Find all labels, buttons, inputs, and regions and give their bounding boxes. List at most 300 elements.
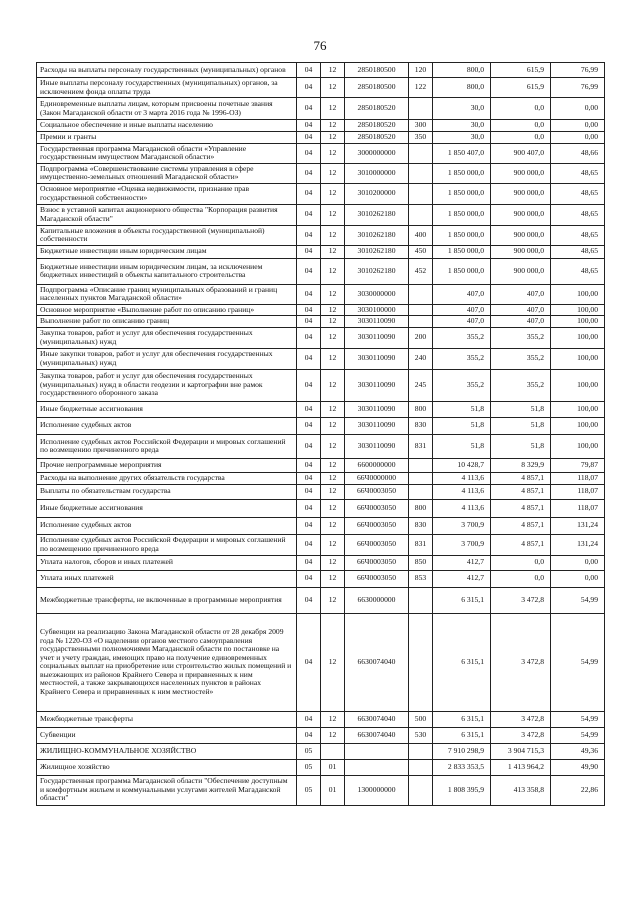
cell-expense-type — [409, 458, 433, 472]
cell-expense-type — [409, 204, 433, 225]
cell-subsection: 12 — [321, 120, 345, 132]
cell-planned: 6 315,1 — [433, 587, 491, 613]
cell-section: 04 — [297, 327, 321, 348]
cell-name: Субвенции — [37, 727, 297, 743]
cell-section: 04 — [297, 555, 321, 570]
cell-planned: 6 315,1 — [433, 613, 491, 711]
cell-subsection: 12 — [321, 401, 345, 417]
cell-section: 04 — [297, 499, 321, 517]
cell-name: Премии и гранты — [37, 131, 297, 143]
cell-expense-type — [409, 759, 433, 775]
cell-percent: 100,00 — [551, 304, 605, 316]
cell-planned: 6 315,1 — [433, 727, 491, 743]
cell-target-code: 66З0074040 — [345, 711, 409, 727]
cell-expense-type: 831 — [409, 434, 433, 458]
cell-subsection: 12 — [321, 245, 345, 258]
cell-expense-type — [409, 143, 433, 163]
cell-executed: 407,0 — [491, 304, 551, 316]
cell-planned: 412,7 — [433, 570, 491, 587]
cell-planned: 1 850 000,0 — [433, 204, 491, 225]
cell-subsection: 12 — [321, 304, 345, 316]
cell-subsection: 12 — [321, 484, 345, 499]
cell-percent: 48,65 — [551, 225, 605, 245]
cell-name: Иные закупки товаров, работ и услуг для обеспечения государственных (муниципальных) нужд — [37, 348, 297, 369]
table-row — [37, 499, 605, 517]
cell-expense-type — [409, 304, 433, 316]
cell-subsection: 12 — [321, 369, 345, 401]
cell-planned: 1 850 000,0 — [433, 225, 491, 245]
table-row — [37, 434, 605, 458]
cell-percent: 0,00 — [551, 570, 605, 587]
cell-expense-type — [409, 163, 433, 183]
cell-subsection: 12 — [321, 78, 345, 98]
cell-percent: 131,24 — [551, 517, 605, 534]
cell-planned: 4 113,6 — [433, 484, 491, 499]
cell-target-code: 2850180520 — [345, 131, 409, 143]
cell-name: Выплаты по обязательствам государства — [37, 484, 297, 499]
cell-expense-type — [409, 484, 433, 499]
cell-name: Иные бюджетные ассигнования — [37, 401, 297, 417]
cell-percent: 48,65 — [551, 204, 605, 225]
cell-planned: 3 700,9 — [433, 534, 491, 555]
cell-subsection: 12 — [321, 183, 345, 204]
cell-expense-type — [409, 613, 433, 711]
cell-percent: 100,00 — [551, 327, 605, 348]
cell-expense-type: 350 — [409, 131, 433, 143]
cell-target-code: 66Ч0003050 — [345, 570, 409, 587]
cell-subsection: 12 — [321, 163, 345, 183]
cell-target-code: 3010000000 — [345, 163, 409, 183]
cell-executed: 900 000,0 — [491, 225, 551, 245]
cell-name: Социальное обеспечение и иные выплаты населению — [37, 120, 297, 132]
cell-section: 04 — [297, 245, 321, 258]
cell-planned: 30,0 — [433, 98, 491, 120]
cell-target-code: 2850180500 — [345, 63, 409, 78]
cell-planned: 800,0 — [433, 78, 491, 98]
cell-name: Закупка товаров, работ и услуг для обеспечения государственных (муниципальных) нужд — [37, 327, 297, 348]
cell-expense-type: 200 — [409, 327, 433, 348]
cell-name: Исполнение судебных актов — [37, 517, 297, 534]
table-row — [37, 143, 605, 163]
cell-executed: 355,2 — [491, 348, 551, 369]
cell-planned: 1 850 000,0 — [433, 245, 491, 258]
cell-percent: 48,65 — [551, 245, 605, 258]
cell-name: Капитальные вложения в объекты государственной (муниципальной) собственности — [37, 225, 297, 245]
cell-name: Единовременные выплаты лицам, которым присвоены почетные звания (Закон Магаданской области от 3 марта 2016 года № 1996-ОЗ) — [37, 98, 297, 120]
cell-expense-type: 450 — [409, 245, 433, 258]
cell-section: 04 — [297, 284, 321, 304]
cell-executed: 900 000,0 — [491, 245, 551, 258]
cell-section: 04 — [297, 401, 321, 417]
cell-subsection: 01 — [321, 775, 345, 805]
cell-section: 04 — [297, 484, 321, 499]
cell-subsection: 12 — [321, 417, 345, 434]
cell-section: 04 — [297, 78, 321, 98]
cell-percent: 100,00 — [551, 348, 605, 369]
cell-name: Исполнение судебных актов — [37, 417, 297, 434]
cell-expense-type: 800 — [409, 499, 433, 517]
cell-executed: 3 472,8 — [491, 613, 551, 711]
cell-percent: 54,99 — [551, 711, 605, 727]
cell-expense-type — [409, 284, 433, 304]
cell-section: 04 — [297, 711, 321, 727]
cell-subsection: 01 — [321, 759, 345, 775]
cell-expense-type: 853 — [409, 570, 433, 587]
cell-target-code: 3000000000 — [345, 143, 409, 163]
cell-planned: 407,0 — [433, 304, 491, 316]
cell-planned: 51,8 — [433, 434, 491, 458]
cell-subsection: 12 — [321, 534, 345, 555]
cell-section: 04 — [297, 534, 321, 555]
cell-name: ЖИЛИЩНО-КОММУНАЛЬНОЕ ХОЗЯЙСТВО — [37, 743, 297, 759]
table-row — [37, 711, 605, 727]
cell-percent: 48,65 — [551, 163, 605, 183]
table-row — [37, 570, 605, 587]
cell-expense-type: 300 — [409, 120, 433, 132]
cell-target-code: 3030100000 — [345, 304, 409, 316]
cell-section: 04 — [297, 258, 321, 284]
cell-percent: 22,86 — [551, 775, 605, 805]
table-row — [37, 759, 605, 775]
cell-subsection: 12 — [321, 458, 345, 472]
cell-name: Бюджетные инвестиции иным юридическим лицам, за исключением бюджетных инвестиций в объекты капитального строительства — [37, 258, 297, 284]
cell-planned: 407,0 — [433, 284, 491, 304]
cell-executed: 4 857,1 — [491, 472, 551, 484]
cell-target-code: 1300000000 — [345, 775, 409, 805]
cell-name: Основное мероприятие «Оценка недвижимости, признание прав государственной собственности» — [37, 183, 297, 204]
table-row — [37, 458, 605, 472]
cell-section: 05 — [297, 775, 321, 805]
cell-target-code: 3010262180 — [345, 245, 409, 258]
page-number: 76 — [313, 38, 327, 53]
cell-subsection: 12 — [321, 348, 345, 369]
table-row — [37, 417, 605, 434]
cell-target-code: 6600000000 — [345, 458, 409, 472]
cell-section: 04 — [297, 570, 321, 587]
cell-subsection: 12 — [321, 555, 345, 570]
cell-target-code: 66Ч0000000 — [345, 472, 409, 484]
cell-subsection: 12 — [321, 587, 345, 613]
cell-target-code: 3030110090 — [345, 316, 409, 328]
table-row — [37, 284, 605, 304]
cell-planned: 412,7 — [433, 555, 491, 570]
cell-name: Межбюджетные трансферты — [37, 711, 297, 727]
cell-percent: 100,00 — [551, 401, 605, 417]
cell-subsection: 12 — [321, 434, 345, 458]
cell-name: Иные выплаты персоналу государственных (муниципальных) органов, за исключением фонда оплаты труда — [37, 78, 297, 98]
cell-expense-type — [409, 743, 433, 759]
cell-section: 04 — [297, 458, 321, 472]
cell-section: 05 — [297, 743, 321, 759]
cell-name: Расходы на выплаты персоналу государственных (муниципальных) органов — [37, 63, 297, 78]
table-row — [37, 98, 605, 120]
cell-executed: 615,9 — [491, 78, 551, 98]
cell-name: Исполнение судебных актов Российской Федерации и мировых соглашений по возмещению причиненного вреда — [37, 434, 297, 458]
cell-subsection: 12 — [321, 131, 345, 143]
cell-section: 04 — [297, 369, 321, 401]
cell-name: Исполнение судебных актов Российской Федерации и мировых соглашений по возмещению причиненного вреда — [37, 534, 297, 555]
cell-executed: 900 000,0 — [491, 258, 551, 284]
table-row — [37, 401, 605, 417]
cell-planned: 3 700,9 — [433, 517, 491, 534]
cell-subsection: 12 — [321, 499, 345, 517]
cell-percent: 131,24 — [551, 534, 605, 555]
cell-executed: 407,0 — [491, 316, 551, 328]
table-row — [37, 743, 605, 759]
cell-target-code: 66Ч0003050 — [345, 499, 409, 517]
cell-subsection: 12 — [321, 472, 345, 484]
cell-target-code: 3030110090 — [345, 327, 409, 348]
cell-expense-type: 400 — [409, 225, 433, 245]
cell-target-code: 3030110090 — [345, 348, 409, 369]
cell-percent: 0,00 — [551, 131, 605, 143]
cell-executed: 0,0 — [491, 120, 551, 132]
cell-subsection: 12 — [321, 711, 345, 727]
cell-target-code: 3010262180 — [345, 225, 409, 245]
cell-expense-type: 120 — [409, 63, 433, 78]
cell-expense-type — [409, 316, 433, 328]
cell-percent: 54,99 — [551, 727, 605, 743]
cell-name: Жилищное хозяйство — [37, 759, 297, 775]
cell-planned: 10 428,7 — [433, 458, 491, 472]
cell-executed: 355,2 — [491, 327, 551, 348]
cell-executed: 3 472,8 — [491, 587, 551, 613]
cell-target-code — [345, 743, 409, 759]
cell-percent: 76,99 — [551, 63, 605, 78]
cell-name: Основное мероприятие «Выполнение работ по описанию границ» — [37, 304, 297, 316]
cell-target-code: 66З0074040 — [345, 613, 409, 711]
table-row — [37, 327, 605, 348]
cell-planned: 800,0 — [433, 63, 491, 78]
cell-executed: 900 000,0 — [491, 204, 551, 225]
cell-planned: 30,0 — [433, 120, 491, 132]
cell-expense-type: 830 — [409, 517, 433, 534]
cell-planned: 4 113,6 — [433, 472, 491, 484]
cell-expense-type: 500 — [409, 711, 433, 727]
cell-percent: 54,99 — [551, 587, 605, 613]
cell-executed: 900 000,0 — [491, 163, 551, 183]
table-row — [37, 484, 605, 499]
cell-executed: 4 857,1 — [491, 534, 551, 555]
cell-executed: 0,0 — [491, 98, 551, 120]
cell-subsection: 12 — [321, 225, 345, 245]
cell-expense-type: 800 — [409, 401, 433, 417]
cell-planned: 1 850 000,0 — [433, 183, 491, 204]
cell-section: 04 — [297, 143, 321, 163]
cell-percent: 100,00 — [551, 434, 605, 458]
cell-target-code: 66Ч0003050 — [345, 534, 409, 555]
table-row — [37, 163, 605, 183]
cell-planned: 1 850 000,0 — [433, 163, 491, 183]
cell-percent: 79,87 — [551, 458, 605, 472]
cell-executed: 900 407,0 — [491, 143, 551, 163]
cell-subsection: 12 — [321, 63, 345, 78]
cell-planned: 51,8 — [433, 401, 491, 417]
cell-executed: 51,8 — [491, 401, 551, 417]
table-row — [37, 120, 605, 132]
cell-section: 04 — [297, 348, 321, 369]
cell-percent: 100,00 — [551, 284, 605, 304]
cell-expense-type — [409, 775, 433, 805]
cell-planned: 355,2 — [433, 348, 491, 369]
table-row — [37, 555, 605, 570]
cell-name: Межбюджетные трансферты, не включенные в программные мероприятия — [37, 587, 297, 613]
cell-percent: 118,07 — [551, 499, 605, 517]
table-row — [37, 727, 605, 743]
cell-expense-type — [409, 183, 433, 204]
cell-target-code: 3030110090 — [345, 434, 409, 458]
cell-expense-type: 530 — [409, 727, 433, 743]
cell-name: Бюджетные инвестиции иным юридическим лицам — [37, 245, 297, 258]
cell-target-code — [345, 759, 409, 775]
cell-section: 04 — [297, 727, 321, 743]
cell-section: 04 — [297, 183, 321, 204]
cell-target-code: 3010262180 — [345, 258, 409, 284]
cell-executed: 900 000,0 — [491, 183, 551, 204]
cell-percent: 49,90 — [551, 759, 605, 775]
cell-executed: 413 358,8 — [491, 775, 551, 805]
cell-subsection: 12 — [321, 517, 345, 534]
cell-section: 04 — [297, 225, 321, 245]
cell-percent: 49,36 — [551, 743, 605, 759]
cell-executed: 3 472,8 — [491, 727, 551, 743]
cell-expense-type — [409, 472, 433, 484]
cell-executed: 1 413 964,2 — [491, 759, 551, 775]
cell-subsection: 12 — [321, 284, 345, 304]
cell-executed: 3 472,8 — [491, 711, 551, 727]
cell-target-code: 3030110090 — [345, 369, 409, 401]
cell-name: Иные бюджетные ассигнования — [37, 499, 297, 517]
cell-section: 04 — [297, 98, 321, 120]
cell-section: 04 — [297, 417, 321, 434]
cell-percent: 100,00 — [551, 369, 605, 401]
cell-planned: 1 850 000,0 — [433, 258, 491, 284]
cell-percent: 0,00 — [551, 120, 605, 132]
cell-planned: 4 113,6 — [433, 499, 491, 517]
cell-planned: 355,2 — [433, 369, 491, 401]
cell-section: 04 — [297, 517, 321, 534]
cell-target-code: 2850180500 — [345, 78, 409, 98]
cell-executed: 355,2 — [491, 369, 551, 401]
cell-planned: 1 850 407,0 — [433, 143, 491, 163]
cell-executed: 615,9 — [491, 63, 551, 78]
cell-expense-type: 452 — [409, 258, 433, 284]
cell-target-code: 66З0000000 — [345, 587, 409, 613]
cell-target-code: 3030110090 — [345, 417, 409, 434]
cell-section: 04 — [297, 120, 321, 132]
cell-executed: 407,0 — [491, 284, 551, 304]
cell-name: Прочие непрограммные мероприятия — [37, 458, 297, 472]
cell-section: 04 — [297, 63, 321, 78]
cell-planned: 407,0 — [433, 316, 491, 328]
cell-name: Расходы на выполнение других обязательств государства — [37, 472, 297, 484]
cell-expense-type: 850 — [409, 555, 433, 570]
cell-executed: 3 904 715,3 — [491, 743, 551, 759]
cell-target-code: 3030000000 — [345, 284, 409, 304]
table-row — [37, 587, 605, 613]
cell-executed: 4 857,1 — [491, 499, 551, 517]
cell-planned: 6 315,1 — [433, 711, 491, 727]
cell-subsection: 12 — [321, 570, 345, 587]
cell-executed: 0,0 — [491, 555, 551, 570]
cell-name: Государственная программа Магаданской области "Обеспечение доступным и комфортным жильем и коммунальными услугами жителей Магаданской области" — [37, 775, 297, 805]
cell-percent: 76,99 — [551, 78, 605, 98]
cell-percent: 0,00 — [551, 98, 605, 120]
cell-subsection: 12 — [321, 98, 345, 120]
cell-target-code: 66Ч0003050 — [345, 517, 409, 534]
cell-section: 04 — [297, 434, 321, 458]
cell-percent: 48,65 — [551, 183, 605, 204]
table-row — [37, 348, 605, 369]
cell-subsection: 12 — [321, 204, 345, 225]
cell-planned: 2 833 353,5 — [433, 759, 491, 775]
cell-name: Уплата иных платежей — [37, 570, 297, 587]
cell-executed: 4 857,1 — [491, 517, 551, 534]
table-row — [37, 225, 605, 245]
cell-percent: 0,00 — [551, 555, 605, 570]
cell-subsection: 12 — [321, 727, 345, 743]
cell-subsection: 12 — [321, 613, 345, 711]
cell-target-code: 3010262180 — [345, 204, 409, 225]
cell-subsection: 12 — [321, 258, 345, 284]
cell-percent: 48,65 — [551, 258, 605, 284]
table-row — [37, 517, 605, 534]
table-row — [37, 63, 605, 78]
cell-target-code: 3030110090 — [345, 401, 409, 417]
cell-section: 04 — [297, 316, 321, 328]
cell-percent: 118,07 — [551, 472, 605, 484]
cell-executed: 51,8 — [491, 417, 551, 434]
cell-section: 04 — [297, 304, 321, 316]
table-row — [37, 245, 605, 258]
cell-section: 04 — [297, 204, 321, 225]
table-row — [37, 258, 605, 284]
cell-executed: 0,0 — [491, 570, 551, 587]
cell-section: 05 — [297, 759, 321, 775]
cell-executed: 0,0 — [491, 131, 551, 143]
cell-target-code: 2850180520 — [345, 98, 409, 120]
cell-subsection: 12 — [321, 316, 345, 328]
table-row — [37, 204, 605, 225]
cell-name: Взнос в уставной капитал акционерного общества "Корпорация развития Магаданской области" — [37, 204, 297, 225]
table-row — [37, 534, 605, 555]
cell-name: Уплата налогов, сборов и иных платежей — [37, 555, 297, 570]
cell-target-code: 2850180520 — [345, 120, 409, 132]
cell-target-code: 3010200000 — [345, 183, 409, 204]
cell-planned: 30,0 — [433, 131, 491, 143]
cell-planned: 355,2 — [433, 327, 491, 348]
cell-executed: 51,8 — [491, 434, 551, 458]
table-row — [37, 316, 605, 328]
cell-planned: 51,8 — [433, 417, 491, 434]
table-row — [37, 78, 605, 98]
cell-section: 04 — [297, 131, 321, 143]
cell-name: Закупка товаров, работ и услуг для обеспечения государственных (муниципальных) нужд в области геодезии и картографии вне рамок государственного оборонного заказа — [37, 369, 297, 401]
cell-expense-type: 831 — [409, 534, 433, 555]
table-row — [37, 183, 605, 204]
cell-target-code: 66З0074040 — [345, 727, 409, 743]
table-row — [37, 613, 605, 711]
cell-section: 04 — [297, 613, 321, 711]
cell-percent: 48,66 — [551, 143, 605, 163]
cell-expense-type: 240 — [409, 348, 433, 369]
cell-executed: 4 857,1 — [491, 484, 551, 499]
cell-planned: 1 808 395,9 — [433, 775, 491, 805]
cell-target-code: 66Ч0003050 — [345, 555, 409, 570]
cell-expense-type: 830 — [409, 417, 433, 434]
cell-name: Государственная программа Магаданской области «Управление государственным имуществом Магаданской области» — [37, 143, 297, 163]
cell-target-code: 66Ч0003050 — [345, 484, 409, 499]
